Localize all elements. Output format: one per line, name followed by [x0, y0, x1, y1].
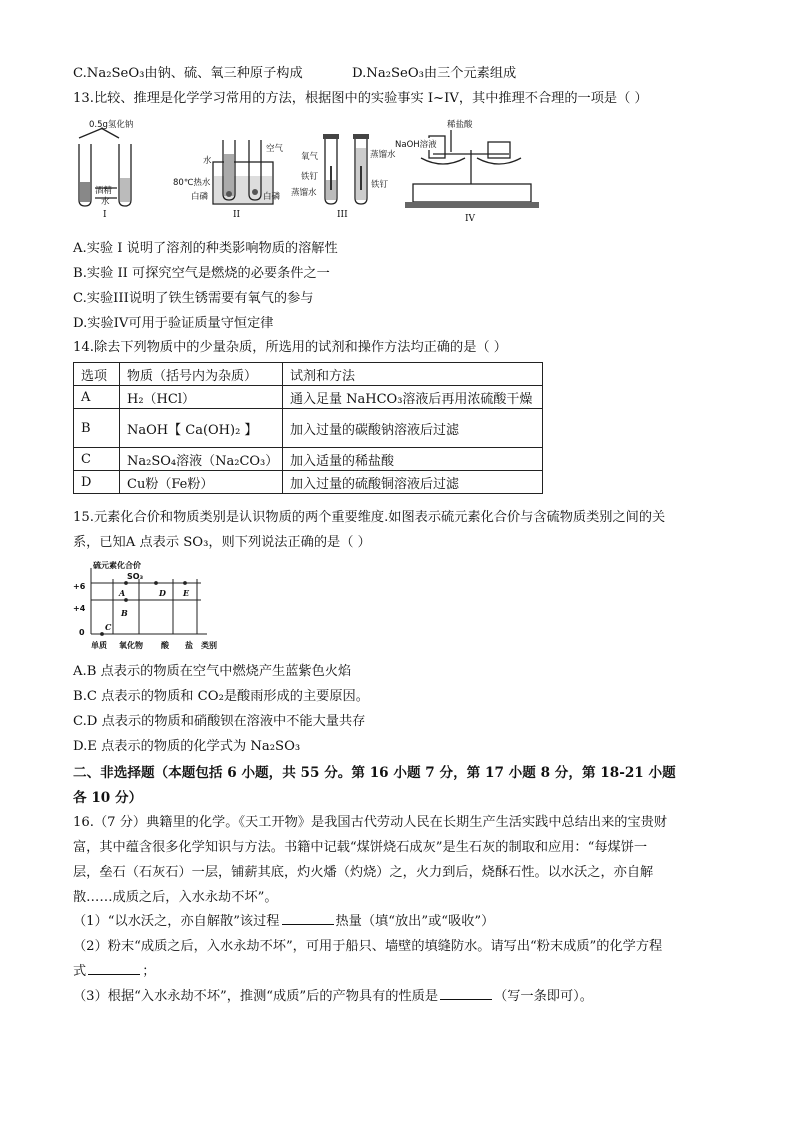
q12-option-c: C.Na₂SeO₃由钠、硫、氧三种原子构成	[73, 66, 303, 81]
answer-blank[interactable]	[440, 987, 492, 1000]
table-row	[74, 448, 543, 471]
q13-option-a: A.实验 I 说明了溶剂的种类影响物质的溶解性	[73, 241, 338, 256]
fig-number-3: III	[337, 210, 348, 220]
q13-stem: 13.比较、推理是化学学习常用的方法，根据图中的实验事实 I~IV，其中推理不合理的一项是（ ）	[73, 91, 648, 106]
fig-label-hcl: 稀盐酸	[447, 120, 473, 130]
fig-label-white-p2: 白磷	[263, 192, 281, 202]
point-a-annotation: SO₃	[127, 572, 144, 581]
chart-point-a	[125, 582, 128, 585]
x-category-3: 盐	[185, 641, 193, 650]
table-row	[74, 409, 543, 448]
table-cell: H₂（HCl）	[120, 386, 283, 409]
point-a-label: A	[119, 588, 126, 598]
fig-label-distilled: 蒸馏水	[291, 188, 317, 198]
q15-option-a: A.B 点表示的物质在空气中燃烧产生蓝紫色火焰	[73, 664, 352, 679]
q16-paragraph-line3: 层，垒石（石灰石）一层，铺薪其底，灼火燔（灼烧）之，火力到后，烧酥石性。以水沃之，亦自解	[73, 865, 654, 880]
fig-number-2: II	[233, 210, 241, 220]
table-cell: 加入过量的硫酸铜溶液后过滤	[283, 471, 543, 494]
q16-paragraph-line1: 16.（7 分）典籍里的化学。《天工开物》是我国古代劳动人民在长期生产生活实践中总结出来的宝贵财	[73, 815, 668, 830]
table-cell: Na₂SO₄溶液（Na₂CO₃）	[120, 448, 283, 471]
q13-option-d: D.实验IV可用于验证质量守恒定律	[73, 316, 274, 331]
q15-option-b: B.C 点表示的物质和 CO₂是酸雨形成的主要原因。	[73, 689, 369, 704]
table-cell: Cu粉（Fe粉）	[120, 471, 283, 494]
q13-option-c: C.实验III说明了铁生锈需要有氧气的参与	[73, 291, 314, 306]
table-header: 物质（括号内为杂质）	[120, 363, 283, 386]
q16-sub2-line1: （2）粉末“成质之后，入水永劫不坏”，可用于船只、墙壁的填缝防水。请写出“粉末成质”的化学方程	[73, 939, 663, 954]
q16-paragraph-line4: 散……成质之后，入水永劫不坏”。	[73, 890, 278, 905]
table-row	[74, 471, 543, 494]
point-d-label: D	[159, 588, 166, 598]
x-category-0: 单质	[91, 641, 107, 650]
fig-label-distilled2: 蒸馏水	[370, 150, 396, 160]
q15-option-d: D.E 点表示的物质的化学式为 Na₂SO₃	[73, 739, 301, 754]
fig-number-4: IV	[465, 214, 476, 224]
table-cell: A	[74, 386, 120, 409]
point-e-label: E	[183, 588, 190, 598]
fig-label-hot-water: 80℃热水	[173, 178, 211, 188]
fig-label-naoh: 0.5g氢化钠	[89, 120, 134, 130]
fig-label-iron-nail: 铁钉	[301, 172, 319, 182]
q13-option-b: B.实验 II 可探究空气是燃烧的必要条件之一	[73, 266, 330, 281]
chart-point-d	[155, 582, 158, 585]
fig-label-water: 水	[101, 197, 110, 207]
fig-label-oxygen: 氧气	[301, 152, 319, 162]
chart-point-e	[184, 582, 187, 585]
q16-sub2-text: 式	[73, 964, 87, 979]
section-title-line2: 各 10 分）	[73, 790, 143, 806]
q16-paragraph-line2: 富，其中蕴含很多化学知识与方法。书籍中记载“煤饼烧石成灰”是生石灰的制取和应用：“每煤饼一	[73, 840, 648, 855]
point-b-label: B	[121, 608, 128, 618]
q15-option-c: C.D 点表示的物质和硝酸钡在溶液中不能大量共存	[73, 714, 366, 729]
q16-sub1	[73, 912, 494, 932]
q12-option-d: D.Na₂SeO₃由三个元素组成	[352, 66, 517, 81]
x-axis-label: 类别	[201, 641, 217, 650]
fig-label-water2: 水	[203, 156, 212, 166]
q16-sub2-tail: ；	[142, 964, 156, 979]
experiment-figure	[73, 114, 543, 230]
table-cell: 加入过量的碳酸钠溶液后过滤	[283, 409, 543, 448]
x-category-2: 酸	[161, 641, 169, 650]
answer-blank[interactable]	[88, 962, 140, 975]
table-cell: NaOH【 Ca(OH)₂ 】	[120, 409, 283, 448]
q15-stem-line2: 系，已知A 点表示 SO₃，则下列说法正确的是（ ）	[73, 535, 371, 550]
chart-point-c	[101, 633, 104, 636]
q14-table	[73, 362, 543, 494]
valence-chart	[73, 560, 233, 660]
chart-title: 硫元素化合价	[93, 561, 141, 570]
y-tick-6: +6	[73, 582, 86, 591]
y-tick-0: 0	[79, 628, 85, 637]
table-cell: C	[74, 448, 120, 471]
q16-sub1-text-tail: 热量（填“放出”或“吸收”）	[335, 914, 495, 929]
table-row	[74, 386, 543, 409]
table-cell: D	[74, 471, 120, 494]
fig-label-iron-nail2: 铁钉	[371, 180, 389, 190]
table-header-row	[74, 363, 543, 386]
fig-label-alcohol: 酒精	[95, 186, 113, 196]
table-cell: 通入足量 NaHCO₃溶液后再用浓硫酸干燥	[283, 386, 543, 409]
point-c-label: C	[105, 622, 112, 632]
section-title-line1: 二、非选择题（本题包括 6 小题，共 55 分。第 16 小题 7 分，第 17 小题 8 分，第 18-21 小题	[73, 765, 676, 781]
fig-label-white-p: 白磷	[191, 192, 209, 202]
answer-blank[interactable]	[282, 912, 334, 925]
q16-sub1-text: （1）“以水沃之，亦自解散”该过程	[73, 914, 280, 929]
table-header: 试剂和方法	[283, 363, 543, 386]
q14-stem: 14.除去下列物质中的少量杂质，所选用的试剂和操作方法均正确的是（ ）	[73, 340, 507, 355]
chart-point-b	[125, 599, 128, 602]
q16-sub3	[73, 987, 593, 1007]
table-header: 选项	[74, 363, 120, 386]
q15-stem-line1: 15.元素化合价和物质类别是认识物质的两个重要维度.如图表示硫元素化合价与含硫物质类别之间的关	[73, 510, 666, 525]
q16-sub3-tail: （写一条即可）。	[494, 989, 593, 1004]
table-cell: 加入适量的稀盐酸	[283, 448, 543, 471]
x-category-1: 氧化物	[119, 641, 143, 650]
fig-number-1: I	[103, 210, 107, 220]
fig-label-air: 空气	[266, 144, 284, 154]
fig-label-naoh-sol: NaOH溶液	[395, 140, 437, 150]
y-tick-4: +4	[73, 604, 86, 613]
q16-sub3-text: （3）根据“入水永劫不坏”，推测“成质”后的产物具有的性质是	[73, 989, 439, 1004]
table-cell: B	[74, 409, 120, 448]
q16-sub2-line2	[73, 962, 155, 982]
